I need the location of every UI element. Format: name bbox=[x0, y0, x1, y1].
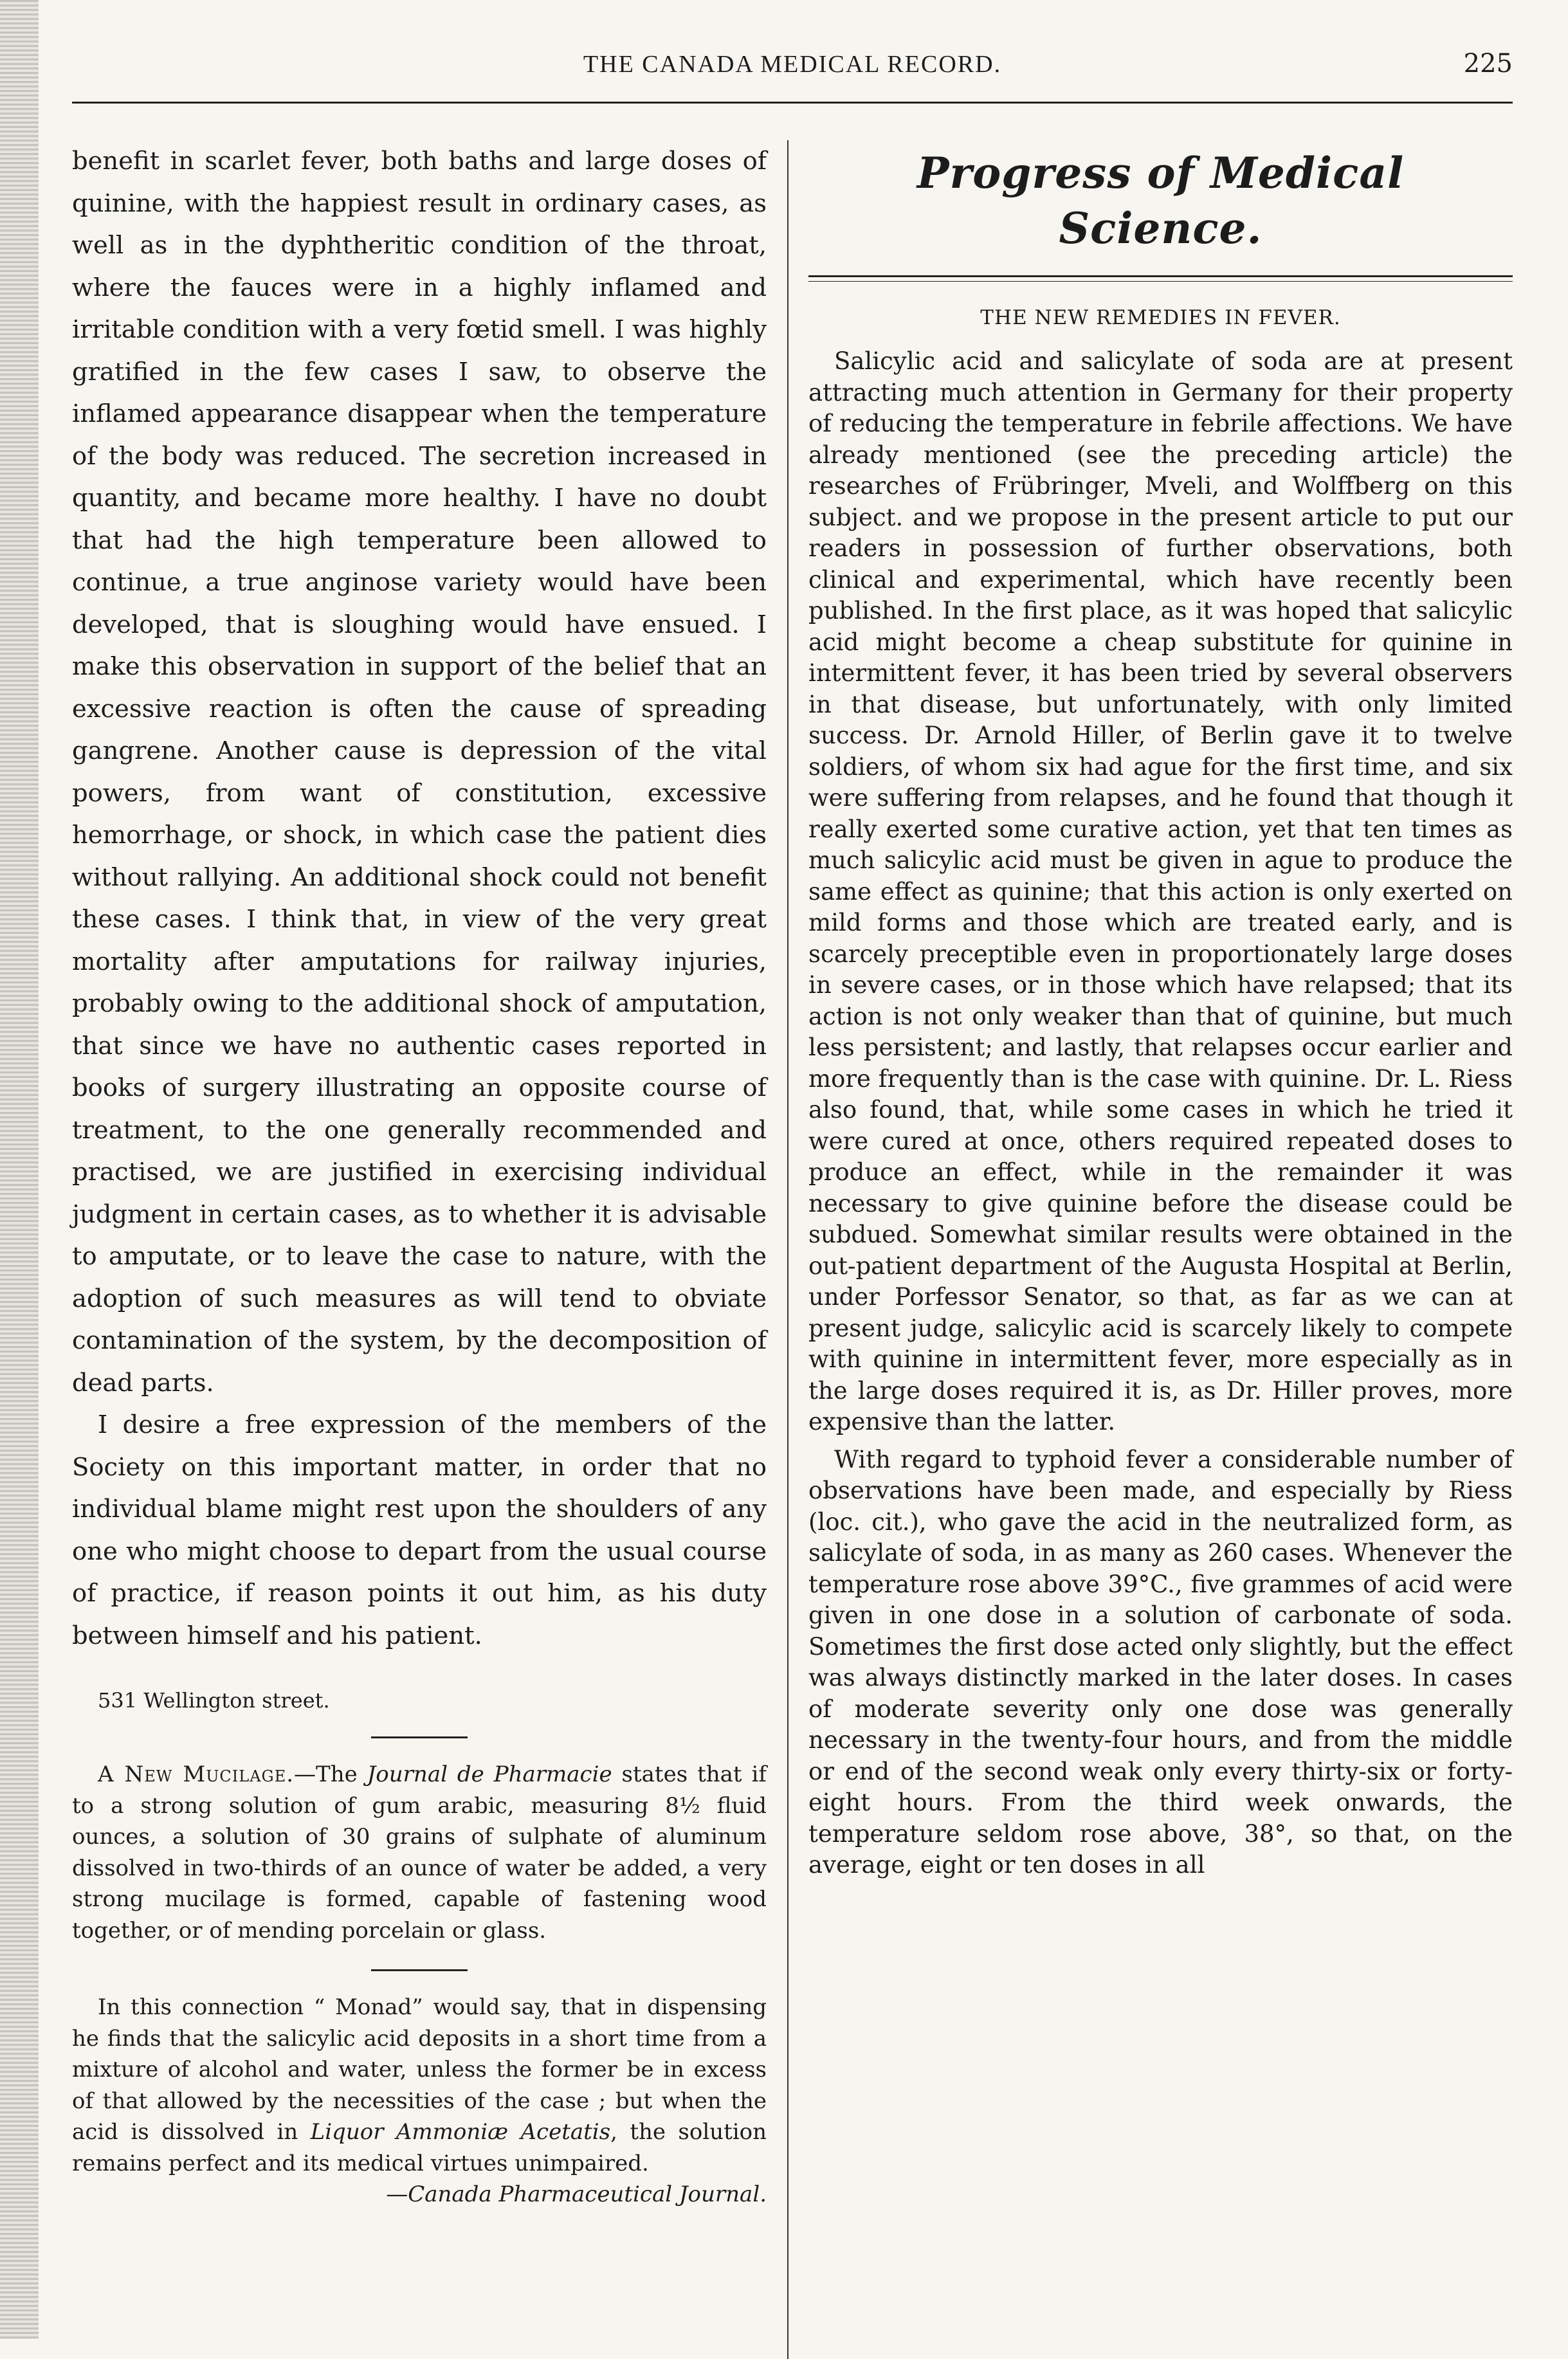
page-header bbox=[72, 44, 1513, 89]
section-divider bbox=[371, 1969, 468, 1971]
journal-title: THE CANADA MEDICAL RECORD. bbox=[583, 51, 1002, 78]
body-paragraph: I desire a free expression of the members of the Society on this important matter, in order that no individual blame might rest upon the shoulders of any one who might choose to depart from the usual course of practice, if reason points it out him, as his duty between himself and his patient. bbox=[72, 1410, 767, 1650]
article-title: THE NEW REMEDIES IN FEVER. bbox=[980, 306, 1341, 329]
body-paragraph: benefit in scarlet fever, both baths and large doses of quinine, with the happiest result in ordinary cases, as well as in the dyphtheritic condition of the throat, where the fauces were in a highly inflamed and irritable condition with a very fœtid smell. I was highly gratified in the few cases I saw, to observe the inflamed appearance disappear when the temperature of the body was reduced. The secretion increased in quantity, and became more healthy. I have no doubt that had the high temperature been allowed to continue, a true anginose variety would have been developed, that is sloughing would have ensued. I make this observation in support of the belief that an excessive reaction is often the cause of spreading gangrene. Another cause is depression of the vital powers, from want of constitution, excessive hemorrhage, or shock, in which case the patient dies without rallying. An additional shock could not benefit these cases. I think that, in view of the very great mortality after amputations for railway injuries, probably owing to the additional shock of amputation, that since we have no authentic cases reported in books of surgery illustrating an opposite course of treatment, to the one generally recommended and practised, we are justified in exercising individual judgment in certain cases, as to whether it is advisable to amputate, or to leave the case to nature, with the adoption of such measures as will tend to obviate contamination of the system, by the decomposition of dead parts. bbox=[72, 147, 767, 1398]
title-rule bbox=[808, 275, 1513, 282]
right-column bbox=[808, 140, 1513, 1888]
section-title: Progress of Medical Science. bbox=[916, 148, 1405, 253]
left-column bbox=[72, 140, 767, 2210]
monad-note: In this connection “ Monad” would say, that in dispensing he finds that the salicylic acid deposits in a short time from a mixture of alcohol and water, unless the former be in excess of that allowed by the necessities of the case ; but when the acid is dissolved in Liquor Ammoniæ Acetatis, the solution remains perfect and its medical virtues unimpaired. —Canada Pharmaceutical Journal. bbox=[72, 1992, 767, 2210]
section-divider bbox=[371, 1736, 468, 1738]
page-binding-edge bbox=[0, 0, 39, 2339]
source-signature: —Canada Pharmaceutical Journal. bbox=[386, 2181, 767, 2207]
mucilage-note: A New Mucilage.—The Journal de Pharmacie states that if to a strong solution of gum arabic, measuring 8½ fluid ounces, a solution of 30 grains of sulphate of aluminum dissolved in two-thirds of an ounce of water be added, a very strong mucilage is formed, capable of fastening wood together, or of mending porcelain or glass. bbox=[72, 1762, 767, 1944]
page-number: 225 bbox=[1463, 49, 1513, 78]
body-paragraph: With regard to typhoid fever a considerable number of observations have been made, and especially by Riess (loc. cit.), who gave the acid in the neutralized form, as salicylate of soda, in as many as 260 cases. Whenever the temperature rose above 39°C., five grammes of acid were given in one dose in a solution of carbonate of soda. Sometimes the first dose acted only slightly, but the effect was always distinctly marked in the later doses. In cases of moderate severity only one dose was generally necessary in the twenty-four hours, and from the middle or end of the second weak only every thirty-six or forty-eight hours. From the third week onwards, the temperature seldom rose above, 38°, so that, on the average, eight or ten doses in all bbox=[808, 1445, 1513, 1879]
journal-reference: Journal de Pharmacie bbox=[367, 1762, 612, 1787]
column-divider bbox=[787, 140, 789, 2359]
note-heading: A New Mucilage. bbox=[98, 1762, 295, 1787]
body-paragraph: Salicylic acid and salicylate of soda are at present attracting much attention in Germany for their property of reducing the temperature in febrile affections. We have already mentioned (see the preceding article) the researches of Frübringer, Mveli, and Wolffberg on this subject. and we propose in the present article to put our readers in possession of further observations, both clinical and experimental, which have recently been published. In the first place, as it was hoped that salicylic acid might become a cheap substitute for quinine in intermittent fever, it has been tried by several observers in that disease, but unfortunately, with only limited success. Dr. Arnold Hiller, of Berlin gave it to twelve soldiers, of whom six had ague for the first time, and six were suffering from relapses, and he found that though it really exerted some curative action, yet that ten times as much salicylic acid must be given in ague to produce the same effect as quinine; that this action is only exerted on mild forms and those which are treated early, and is scarcely preceptible even in proportionately large doses in severe cases, or in those which have relapsed; that its action is not only weaker than that of quinine, but much less persistent; and lastly, that relapses occur earlier and more frequently than is the case with quinine. Dr. L. Riess also found, that, while some cases in which he tried it were cured at once, others required repeated doses to produce an effect, while in the remainder it was necessary to give quinine before the disease could be subdued. Somewhat similar results were obtained in the out-patient department of the Augusta Hospital at Berlin, under Porfessor Senator, so that, as far as we can at present judge, salicylic acid is scarcely likely to compete with quinine in intermittent fever, more especially as in the large doses required it is, as Dr. Hiller proves, more expensive than the latter. bbox=[808, 347, 1513, 1435]
author-address: 531 Wellington street. bbox=[98, 1688, 330, 1713]
remedy-name: Liquor Ammoniæ Acetatis bbox=[310, 2119, 611, 2145]
header-rule bbox=[72, 102, 1513, 104]
journal-page bbox=[72, 44, 1513, 2207]
